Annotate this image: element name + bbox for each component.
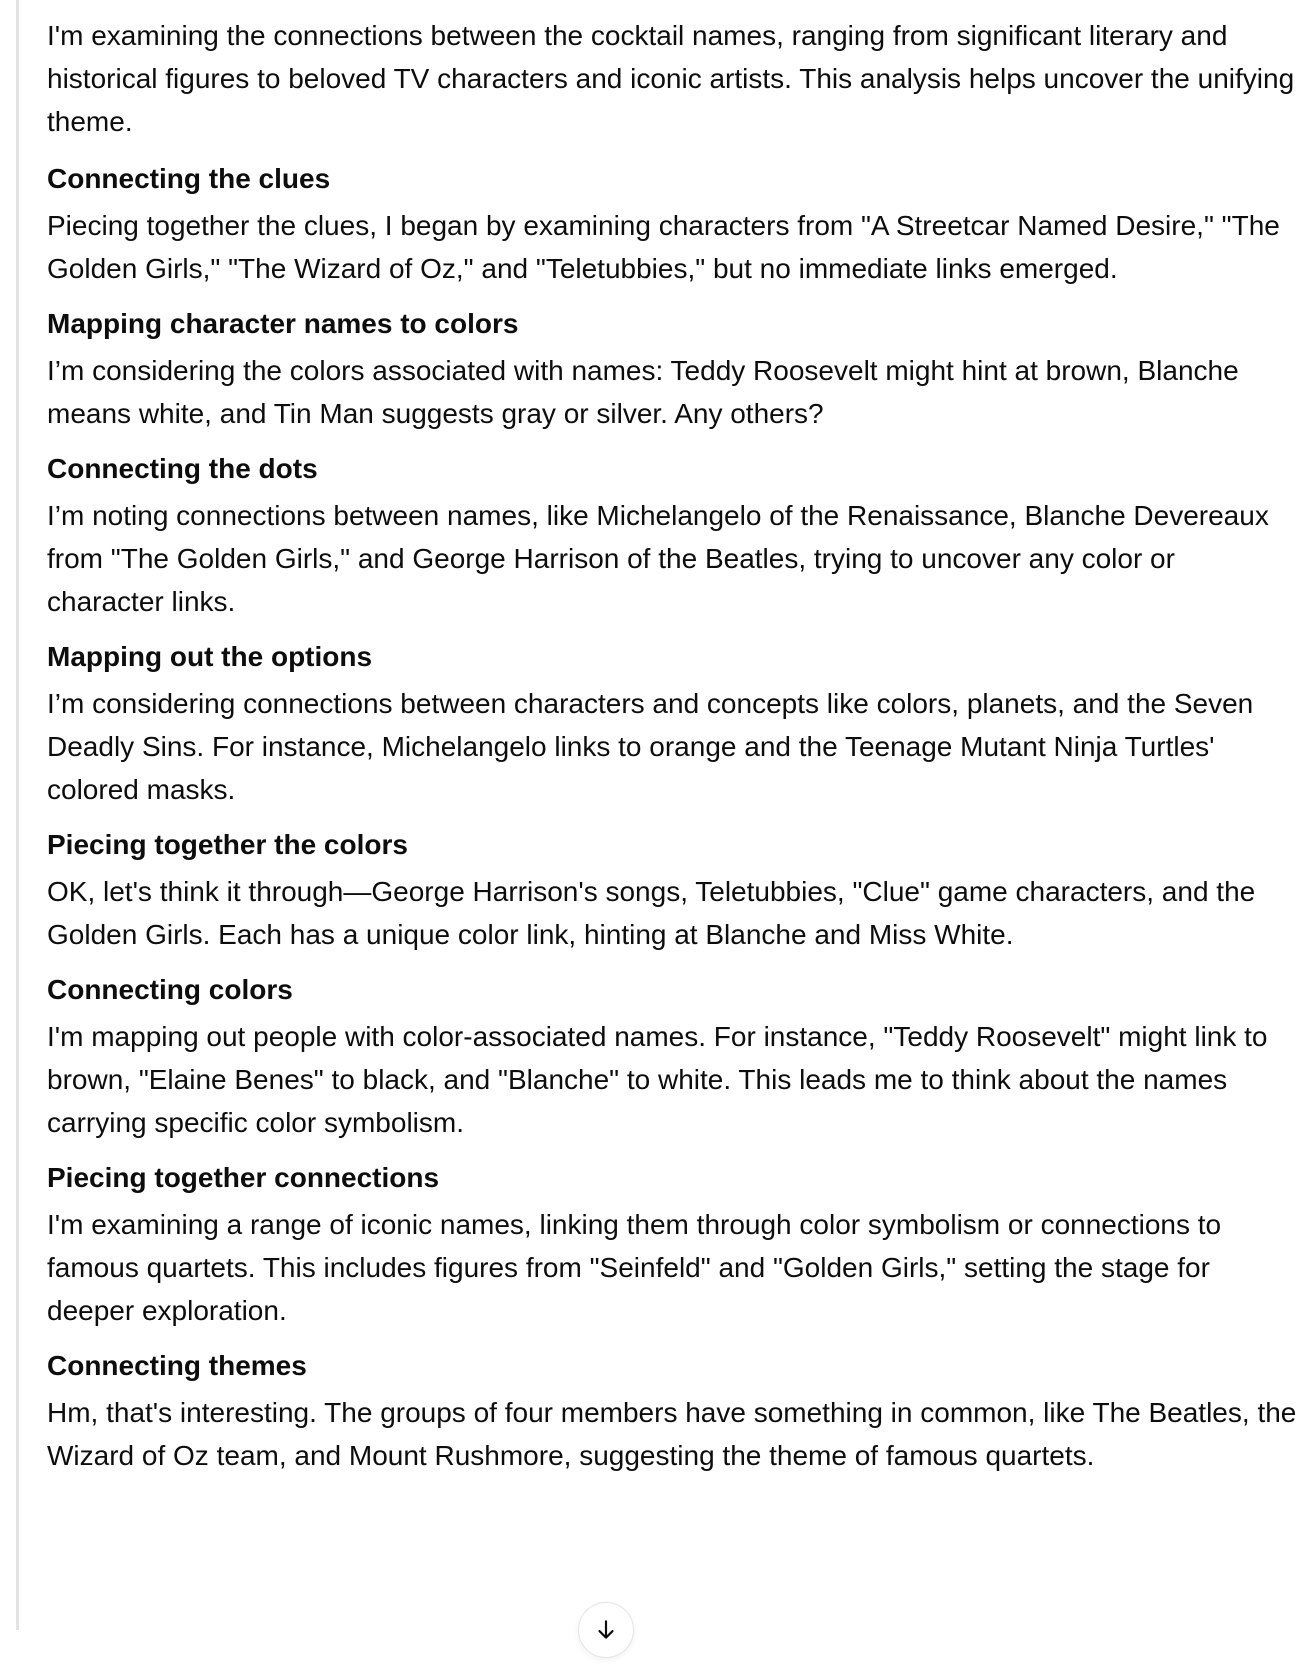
reasoning-content [47,14,1297,1493]
section-body: I’m considering connections between characters and concepts like colors, planets, and the Seven Deadly Sins. For instance, Michelangelo links to orange and the Teenage Mutant Ninja Turtles' colored masks. [47,688,1254,805]
section-heading: Connecting the clues [47,163,331,194]
section-body: I’m considering the colors associated with names: Teddy Roosevelt might hint at brown, Blanche means white, and Tin Man suggests gray or silver. Any others? [47,355,1239,429]
reasoning-section [47,827,1297,956]
reasoning-section [47,161,1297,290]
thread-line [16,0,19,1630]
section-heading: Connecting the dots [47,453,318,484]
intro-paragraph: I'm examining the connections between the cocktail names, ranging from significant literary and historical figures to beloved TV characters and iconic artists. This analysis helps uncover the unifying theme. [47,20,1295,137]
section-body: Piecing together the clues, I began by examining characters from "A Streetcar Named Desire," "The Golden Girls," "The Wizard of Oz," and "Teletubbies," but no immediate links emerged. [47,210,1280,284]
arrow-down-icon [593,1617,619,1643]
section-heading: Piecing together connections [47,1162,440,1193]
section-heading: Piecing together the colors [47,829,408,860]
reasoning-section [47,639,1297,811]
section-heading: Mapping character names to colors [47,308,519,339]
section-heading: Connecting themes [47,1350,307,1381]
section-heading: Mapping out the options [47,641,373,672]
reasoning-section [47,972,1297,1144]
section-body: I'm examining a range of iconic names, linking them through color symbolism or connections to famous quartets. This includes figures from "Seinfeld" and "Golden Girls," setting the stage for deeper exploration. [47,1209,1222,1326]
section-body: Hm, that's interesting. The groups of four members have something in common, like The Beatles, the Wizard of Oz team, and Mount Rushmore, suggesting the theme of famous quartets. [47,1397,1297,1471]
reasoning-section [47,1348,1297,1477]
reasoning-section [47,1160,1297,1332]
scroll-to-bottom-button[interactable] [578,1602,634,1658]
reasoning-section [47,306,1297,435]
section-body: OK, let's think it through—George Harrison's songs, Teletubbies, "Clue" game characters, and the Golden Girls. Each has a unique color link, hinting at Blanche and Miss White. [47,876,1256,950]
reasoning-section [47,451,1297,623]
section-heading: Connecting colors [47,974,293,1005]
section-body: I'm mapping out people with color-associated names. For instance, "Teddy Roosevelt" might link to brown, "Elaine Benes" to black, and "Blanche" to white. This leads me to think about the names carrying specific color symbolism. [47,1021,1268,1138]
section-body: I’m noting connections between names, like Michelangelo of the Renaissance, Blanche Devereaux from "The Golden Girls," and George Harrison of the Beatles, trying to uncover any color or character links. [47,500,1269,617]
